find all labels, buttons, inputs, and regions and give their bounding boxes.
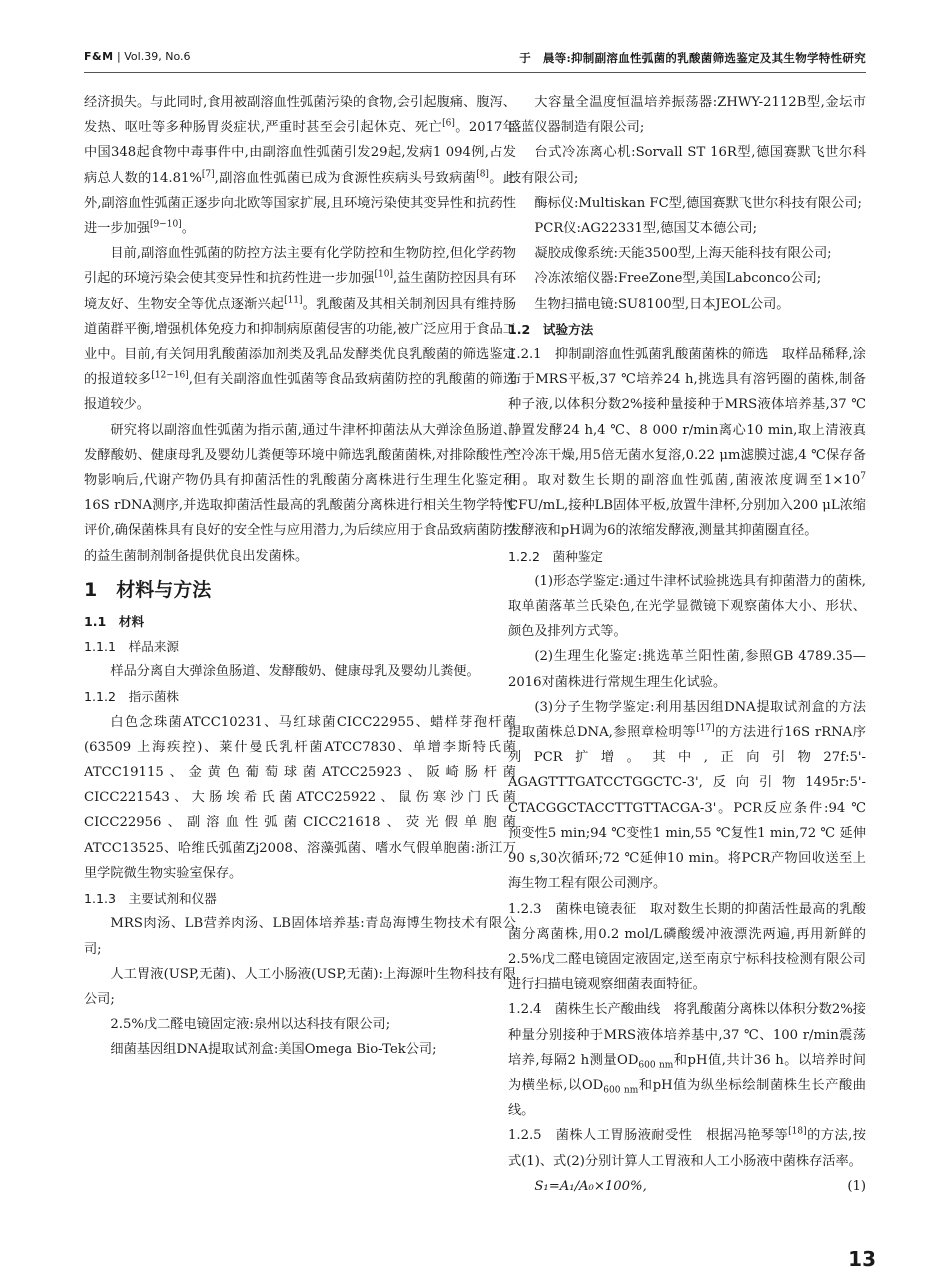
text-run: 1.2.2 菌种鉴定	[508, 548, 604, 564]
text-run: 细菌基因组DNA提取试剂盒:美国Omega Bio-Tek公司;	[110, 1042, 437, 1058]
running-header	[84, 50, 866, 73]
text-run: 样品分离自大弹涂鱼肠道、发酵酸奶、健康母乳及婴幼儿粪便。	[110, 664, 480, 680]
text-run: 的方法进行16S rRNA序列PCR扩增。其中,正向引物27f:5'-AGAGTTTGATCCTGGCTC-3',反向引物1495r:5'-CTACGGCTACCTTGTTACGA-3'。PCR反应条件:94 ℃ 预变性5 min;94 ℃变性1 min,55 ℃复性1 min,72 ℃ 延伸90 s,30次循环;72 ℃延伸10 min。将PCR产物回收送至上海生物工程有限公司测序。	[508, 725, 866, 892]
text-run: 1.1.3 主要试剂和仪器	[84, 891, 217, 907]
paragraph-right-2	[508, 191, 866, 216]
subscript: 600 nm	[603, 1085, 639, 1096]
subsection-heading-left-4	[84, 609, 516, 634]
text-run: 1.1.1 样品来源	[84, 639, 180, 655]
running-title: 于 晨等:抑制副溶血性弧菌的乳酸菌筛选鉴定及其生物学特性研究	[519, 51, 866, 65]
section-heading-left-3	[84, 573, 516, 607]
text-run: 经济损失。与此同时,食用被副溶血性弧菌污染的食物,会引起腹痛、腹泻、发热、呕吐等多种肠胃炎症状,严重时甚至会引起休克、死亡	[84, 95, 516, 136]
equation-number: (1)	[847, 1178, 866, 1194]
citation: [18]	[788, 1126, 807, 1137]
text-run: 。	[181, 221, 195, 237]
text-run: PCR仪:AG22331型,德国艾本德公司;	[534, 221, 758, 237]
paragraph-right-3	[508, 216, 866, 241]
text-run: 1.2 试验方法	[508, 321, 594, 337]
citation: [12−16]	[151, 370, 189, 381]
text-run: 1.2.4 菌株生长产酸曲线 将乳酸菌分离株以体积分数2%接种量分别接种于MRS液体培养基中,37 ℃、100 r/min震荡培养,每隔2 h测量OD	[508, 1002, 866, 1068]
paragraph-left-2	[84, 418, 516, 569]
page-number: 13	[848, 1247, 876, 1271]
paragraph-right-6	[508, 292, 866, 317]
text-run: 台式冷冻离心机:Sorvall ST 16R型,德国赛默飞世尔科技有限公司;	[508, 145, 866, 186]
paragraph-left-10	[84, 911, 516, 961]
paragraph-left-1	[84, 241, 516, 417]
paragraph-left-12	[84, 1012, 516, 1037]
paragraph-right-14	[508, 997, 866, 1123]
left-column	[84, 90, 516, 1063]
text-run: (2)生理生化鉴定:挑选革兰阳性菌,参照GB 4789.35—2016对菌株进行常规生理生化试验。	[508, 649, 866, 690]
text-run: 2.5%戊二醛电镜固定液:泉州以达科技有限公司;	[110, 1017, 391, 1033]
text-run: ,益生菌防控因具有环境友好、生物安全等优点逐渐兴起	[84, 271, 516, 312]
paragraph-right-1	[508, 140, 866, 190]
text-run: 酶标仪:Multiskan FC型,德国赛默飞世尔科技有限公司;	[534, 195, 862, 211]
text-run: 。此外,副溶血性弧菌正逐步向北欧等国家扩展,且环境污染使其变异性和抗药性进一步加强	[84, 170, 516, 237]
text-run: 1.1.2 指示菌株	[84, 689, 180, 705]
subsubsection-heading-left-9	[84, 886, 516, 911]
citation: [7]	[201, 169, 215, 180]
equation-expression: S₁=A₁/A₀×100%,	[534, 1178, 647, 1194]
text-run: 1 材料与方法	[84, 578, 212, 601]
citation: [8]	[476, 169, 489, 180]
paragraph-left-13	[84, 1037, 516, 1062]
subsubsection-heading-right-9	[508, 544, 866, 569]
paragraph-right-0	[508, 90, 866, 140]
text-run: 。乳酸菌及其相关制剂因具有维持肠道菌群平衡,增强机体免疫力和抑制病原菌侵害的功能,被广泛应用于食品工业中。目前,有关饲用乳酸菌添加剂类及乳品发酵类优良乳酸菌的筛选鉴定的报道较多	[84, 296, 517, 388]
paragraph-right-10	[508, 569, 866, 645]
text-run: CFU/mL,接种LB固体平板,放置牛津杯,分别加入200 μL浓缩发酵液和pH调为6的浓缩发酵液,测量其抑菌圈直径。	[508, 498, 866, 539]
text-run: 凝胶成像系统:天能3500型,上海天能科技有限公司;	[534, 246, 832, 262]
paragraph-left-6	[84, 659, 516, 684]
paragraph-right-5	[508, 266, 866, 291]
text-run: 研究将以副溶血性弧菌为指示菌,通过牛津杯抑菌法从大弹涂鱼肠道、发酵酸奶、健康母乳及婴幼儿粪便等环境中筛选乳酸菌菌株,对排除酸性产物影响后,代谢产物仍具有抑菌活性的乳酸菌分离株进行生理生化鉴定和16S rDNA测序,并选取抑菌活性最高的乳酸菌分离株进行相关生物学特性评价,确保菌株具有良好的安全性与应用潜力,为后续应用于食品致病菌防控的益生菌制剂制备提供优良出发菌株。	[84, 422, 516, 564]
text-run: 大容量全温度恒温培养振荡器:ZHWY-2112B型,金坛市盛蓝仪器制造有限公司;	[508, 95, 866, 136]
text-run: 1.2.1 抑制副溶血性弧菌乳酸菌菌株的筛选 取样品稀释,涂布于MRS平板,37 ℃培养24 h,挑选具有溶钙圈的菌株,制备种子液,以体积分数2%接种量接种于MRS液体培养基,37 ℃静置发酵24 h,4 ℃、8 000 r/min离心10 min,取上清液真空冷冻干燥,用5倍无菌水复溶,0.22 μm滤膜过滤,4 ℃保存备用。取对数生长期的副溶血性弧菌,菌液浓度调至1×10	[508, 347, 866, 489]
citation: 7	[860, 471, 866, 482]
paragraph-left-0	[84, 90, 516, 241]
text-run: 冷冻浓缩仪器:FreeZone型,美国Labconco公司;	[534, 271, 822, 287]
citation: [17]	[696, 723, 715, 734]
text-run: 1.1 材料	[84, 613, 145, 629]
paragraph-right-8	[508, 342, 866, 544]
text-run: 生物扫描电镜:SU8100型,日本JEOL公司。	[534, 296, 790, 312]
text-run: 白色念珠菌ATCC10231、马红球菌CICC22955、蜡样芽孢杆菌(63509 上海疾控)、莱什曼氏乳杆菌ATCC7830、单增李斯特氏菌ATCC19115、金黄色葡萄球菌ATCC25923、阪崎肠杆菌CICC221543、大肠埃希氏菌ATCC25922、鼠伤寒沙门氏菌CICC22956、副溶血性弧菌CICC21618、荧光假单胞菌ATCC13525、哈维氏弧菌Zj2008、溶藻弧菌、嗜水气假单胞菌:浙江万里学院微生物实验室保存。	[84, 714, 516, 881]
citation: [6]	[442, 118, 455, 129]
text-run: 人工胃液(USP,无菌)、人工小肠液(USP,无菌):上海源叶生物科技有限公司;	[84, 966, 516, 1007]
paragraph-right-13	[508, 897, 866, 998]
text-run: 1.2.3 菌株电镜表征 取对数生长期的抑菌活性最高的乳酸菌分离菌株,用0.2 mol/L磷酸缓冲液漂洗两遍,再用新鲜的2.5%戊二醛电镜固定液固定,送至南京宁标科技检测有限公司进行扫描电镜观察细菌表面特征。	[508, 901, 866, 993]
citation: [9−10]	[149, 219, 182, 230]
subsubsection-heading-left-7	[84, 684, 516, 709]
text-run: 的方法,按式(1)、式(2)分别计算人工胃液和人工小肠液中菌株存活率。	[508, 1128, 866, 1169]
paragraph-right-11	[508, 644, 866, 694]
paragraph-right-4	[508, 241, 866, 266]
text-run: 目前,副溶血性弧菌的防控方法主要有化学防控和生物防控,但化学药物引起的环境污染会使其变异性和抗药性进一步加强	[84, 246, 516, 287]
paragraph-right-15	[508, 1123, 866, 1173]
equation-1	[508, 1174, 866, 1199]
subscript: 600 nm	[638, 1060, 674, 1071]
subsection-heading-right-7	[508, 317, 866, 342]
text-run: 和pH值,共计36 h。以培养时间为横坐标,以OD	[508, 1052, 866, 1093]
text-run: (1)形态学鉴定:通过牛津杯试验挑选具有抑菌潜力的菌株,取单菌落革兰氏染色,在光学显微镜下观察菌体大小、形状、颜色及排列方式等。	[508, 573, 866, 640]
text-run: 和pH值为纵坐标绘制菌株生长产酸曲线。	[508, 1077, 866, 1119]
right-column	[508, 90, 866, 1199]
journal-abbrev: F&M	[84, 50, 114, 63]
subsubsection-heading-left-5	[84, 634, 516, 659]
paragraph-left-11	[84, 962, 516, 1012]
text-run: MRS肉汤、LB营养肉汤、LB固体培养基:青岛海博生物技术有限公司;	[84, 916, 516, 957]
citation: [11]	[284, 295, 303, 306]
text-run: ,副溶血性弧菌已成为食源性疾病头号致病菌	[214, 170, 477, 186]
text-run: (3)分子生物学鉴定:利用基因组DNA提取试剂盒的方法提取菌株总DNA,参照章检明等	[508, 699, 866, 741]
journal-info: F&M | Vol.39, No.6	[84, 50, 191, 63]
paragraph-right-12	[508, 695, 866, 897]
citation: [10]	[374, 270, 393, 281]
text-run: 1.2.5 菌株人工胃肠液耐受性 根据冯艳琴等	[508, 1128, 789, 1144]
paragraph-left-8	[84, 710, 516, 886]
text-run: 。2017年中国348起食物中毒事件中,由副溶血性弧菌引发29起,发病1 094例,占发病总人数的14.81%	[84, 120, 516, 186]
text-run: ,但有关副溶血性弧菌等食品致病菌防控的乳酸菌的筛选报道较少。	[84, 372, 517, 413]
volume-issue: Vol.39, No.6	[124, 50, 191, 63]
